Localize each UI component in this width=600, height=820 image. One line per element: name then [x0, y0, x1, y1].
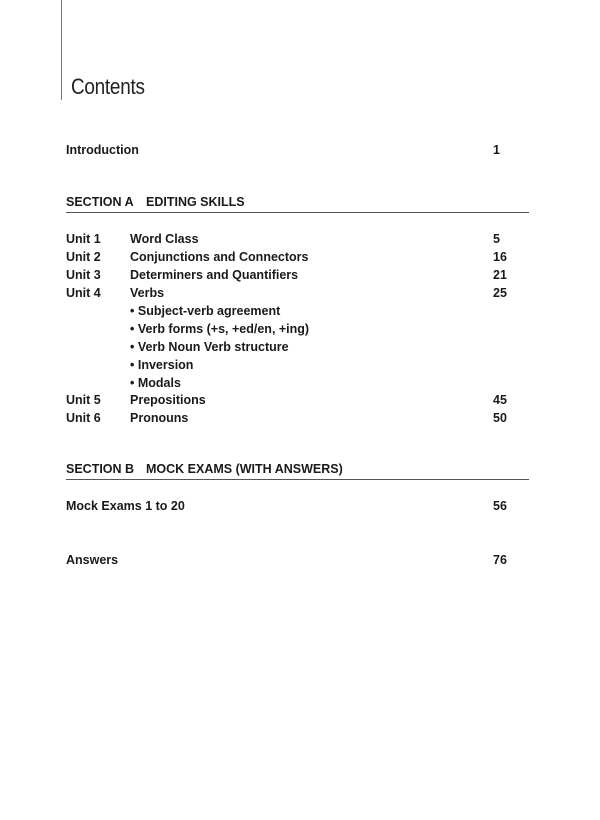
margin-rule	[61, 0, 62, 100]
unit-title: Verbs	[130, 286, 165, 300]
entry-page: 1	[493, 143, 500, 157]
unit-page: 16	[493, 250, 507, 264]
unit-title: Prepositions	[130, 393, 206, 407]
unit-title: Word Class	[130, 232, 199, 246]
subtopic-label: • Verb Noun Verb structure	[130, 338, 289, 356]
unit-title: Pronouns	[130, 411, 189, 425]
page-title: Contents	[71, 74, 145, 99]
section-label: SECTION A	[66, 195, 134, 209]
section-a-heading	[66, 194, 529, 213]
entry-page: 56	[493, 499, 507, 513]
unit-page: 21	[493, 268, 507, 282]
unit-number: Unit 1	[66, 232, 101, 246]
unit-number: Unit 2	[66, 250, 101, 264]
unit-number: Unit 6	[66, 411, 101, 425]
section-label: SECTION B	[66, 462, 135, 476]
entry-page: 76	[493, 553, 507, 567]
section-name: EDITING SKILLS	[146, 195, 245, 209]
unit-number: Unit 3	[66, 268, 101, 282]
unit-page: 45	[493, 393, 507, 407]
unit-number: Unit 4	[66, 286, 101, 300]
subtopic-label: • Modals	[130, 374, 181, 392]
subtopic-label: • Subject-verb agreement	[130, 302, 280, 320]
section-name: MOCK EXAMS (WITH ANSWERS)	[146, 462, 343, 476]
entry-label: Introduction	[66, 143, 139, 157]
unit-page: 50	[493, 411, 507, 425]
entry-label: Answers	[66, 553, 119, 567]
subtopic-label: • Inversion	[130, 356, 193, 374]
unit-title: Determiners and Quantifiers	[130, 268, 299, 282]
section-b-heading	[66, 461, 529, 480]
unit-page: 25	[493, 286, 507, 300]
unit-title: Conjunctions and Connectors	[130, 250, 309, 264]
subtopic-label: • Verb forms (+s, +ed/en, +ing)	[130, 320, 309, 338]
entry-label: Mock Exams 1 to 20	[66, 499, 185, 513]
unit-page: 5	[493, 232, 500, 246]
unit-number: Unit 5	[66, 393, 101, 407]
